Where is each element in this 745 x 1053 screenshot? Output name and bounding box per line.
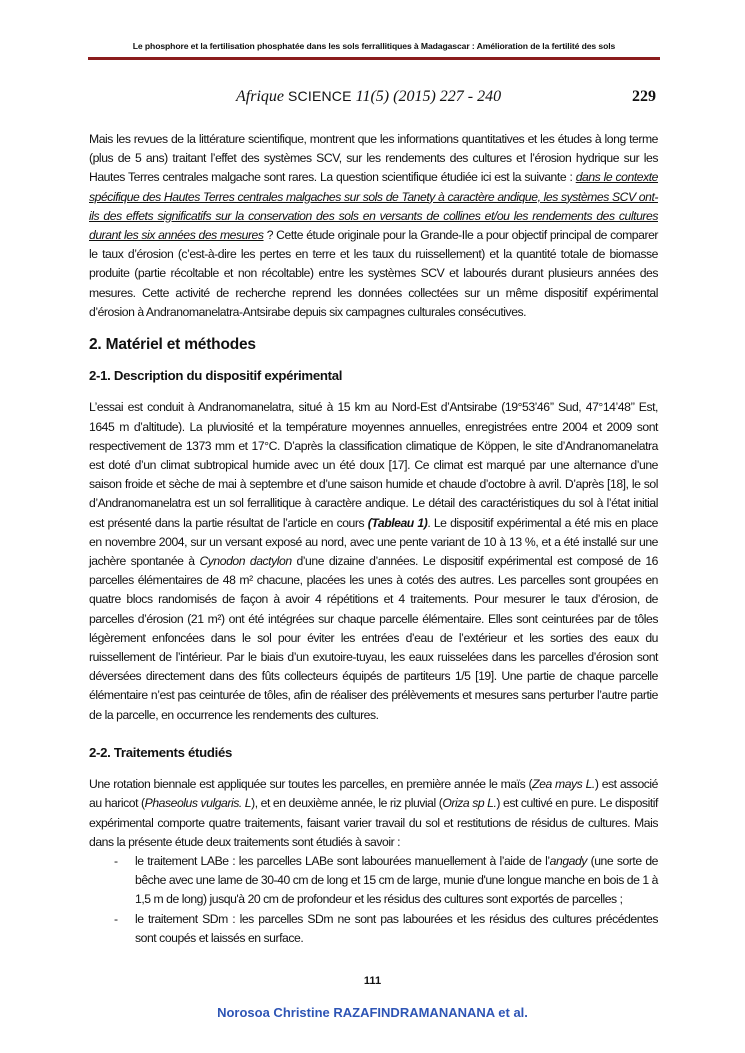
research-question: dans le contexte spécifique des Hautes Terres centrales malgaches sur sols de Tanety à caractère andique, les systèmes SCV ont-ils des effets significatifs sur la conservation des sols en versants de collines et/ou les rendements des cultures durant les six années des mesures <box>89 170 659 243</box>
section-heading-2: 2. Matériel et méthodes <box>89 336 256 354</box>
treatment-labe-text-2: (une sorte de bêche avec une lame de 30-40 cm de long et 15 cm de large, munie d'une longue manche en bois de 1 à 1,5 m de long) jusqu'à 20 cm de profondeur et les résidus des cultures sont exportés de parcelles ; <box>135 853 658 907</box>
description-text-2: . Le dispositif expérimental a été mis en place en novembre 2004, sur un versant exposé au nord, avec une pente variant de 10 à 13 %, et a été installé sur une jachère spontanée à <box>89 515 658 569</box>
section-heading-2-1: 2-1. Description du dispositif expérimental <box>89 368 343 384</box>
list-item <box>89 910 658 948</box>
treatment-labe-text: le traitement LABe : les parcelles LABe sont labourées manuellement à l’aide de l’ <box>135 853 550 868</box>
table-reference: (Tableau 1) <box>367 515 428 530</box>
description-text-1: L’essai est conduit à Andranomanelatra, situé à 15 km au Nord-Est d’Antsirabe (19°53’46’’ Sud, 47°14’48’’ Est, 1645 m d’altitude). La pluviosité et la température moyennes annuelles, enregistrées entre 2004 et 2009 sont respectivement de 1373 mm et 17°C. D’après la classification climatique de Köppen, le site d’Andranomanelatra est doté d’un climat subtropical humide avec un été doux [17]. Ce climat est marqué par une alternance d’une saison froide et sèche de mai à septembre et d’une saison humide et chaude d’octobre à avril. D’après [18], le sol d’Andranomanelatra est un sol ferrallitique à caractère andique. Le détail des caractéristiques du sol à l’état initial est présenté dans la partie résultat de l’article en cours <box>89 400 658 530</box>
intro-text-1: Mais les revues de la littérature scientifique, montrent que les informations quantitatives et les études à long terme (plus de 5 ans) traitant l’effet des systèmes SCV, sur les rendements des cultures et l’érosion hydrique sur les Hautes Terres centrales malgache sont rares. La question scientifique étudiée ici est la suivante : <box>89 132 658 185</box>
species-phaseolus: Phaseolus vulgaris. L <box>144 796 252 811</box>
treatments-paragraph <box>89 775 658 852</box>
bullet-dash: - <box>114 853 118 868</box>
list-item <box>89 852 658 910</box>
footer-author: Norosoa Christine RAZAFINDRAMANANANA et al. <box>217 1005 528 1020</box>
treatments-text-3: ), et en deuxième année, le riz pluvial ( <box>251 796 443 811</box>
treatments-text-2: ) est associé au haricot ( <box>89 777 659 811</box>
journal-prefix: Afrique <box>236 88 284 105</box>
article-body <box>89 130 658 948</box>
journal-ref: 11(5) (2015) 227 - 240 <box>355 88 502 105</box>
treatment-list <box>89 852 658 948</box>
bullet-dash: - <box>114 911 118 926</box>
treatments-text-4: ) est cultivé en pure. Le dispositif expérimental comporte quatre traitements, faisant varier travail du sol et restitutions de résidus de cultures. Mais dans la présente étude deux traitements sont étudiés à savoir : <box>89 796 658 849</box>
section-heading-2-2: 2-2. Traitements étudiés <box>89 744 233 760</box>
description-text-3: d’une dizaine d’années. Le dispositif expérimental est composé de 16 parcelles élémentaires de 48 m² chacune, placées les unes à cotés des autres. Les parcelles sont groupées en quatre blocs randomisés de façon à avoir 4 répétitions et 4 traitements. Pour mesurer le taux d’érosion, de parcelles d’érosion (21 m²) ont été intégrées sur chaque parcelle élémentaire. Elles sont ceinturées par de tôles légèrement enfoncées dans le sol pour éviter les entrées d’eau de l’extérieur et les sorties des eaux du ruissellement de l’intérieur. Par le biais d’un exutoire-tuyau, les eaux ruisselées dans les parcelles d’érosion sont déversées directement dans des fûts collecteurs équipés de partiteurs 1/5 [19]. Une partie de chaque parcelle élémentaire n’est pas ceinturée de tôles, afin de réaliser des prélèvements et mesures sans perturber l’autre partie de la parcelle, en occurrence les rendements des cultures. <box>89 554 658 722</box>
species-oriza: Oriza sp L. <box>442 796 497 811</box>
header-rule <box>88 57 660 60</box>
treatment-sdm-text: le traitement SDm : les parcelles SDm ne sont pas labourées et les résidus des cultures précédentes sont coupés et laissés en surface. <box>135 911 658 945</box>
journal-citation <box>236 88 501 106</box>
species-zea: Zea mays L. <box>532 777 595 792</box>
intro-text-2: ? Cette étude originale pour la Grande-Ile a pour objectif principal de comparer le taux d’érosion (c’est-à-dire les pertes en terre et les taux du ruissellement) et la quantité totale de biomasse produite (partie récoltable et non récoltable) entre les systèmes SCV et labourés durant plusieurs années des mesures. Cette activité de recherche reprend les données collectées sur un même dispositif expérimental d’érosion à Andranomanelatra-Antsirabe depuis six campagnes culturales consécutives. <box>89 228 659 319</box>
running-title: Le phosphore et la fertilisation phosphatée dans les sols ferrallitiques à Madagascar : Amélioration de la fertilité des sols <box>132 41 616 51</box>
page-number: 229 <box>632 88 656 105</box>
species-name: Cynodon dactylon <box>199 554 292 569</box>
term-angady: angady <box>549 853 587 868</box>
footer-page-number: 111 <box>363 975 382 987</box>
journal-science: SCIENCE <box>288 88 352 104</box>
intro-paragraph <box>89 130 658 322</box>
description-paragraph <box>89 398 658 724</box>
treatments-text-1: Une rotation biennale est appliquée sur toutes les parcelles, en première année le maïs ( <box>89 777 533 792</box>
